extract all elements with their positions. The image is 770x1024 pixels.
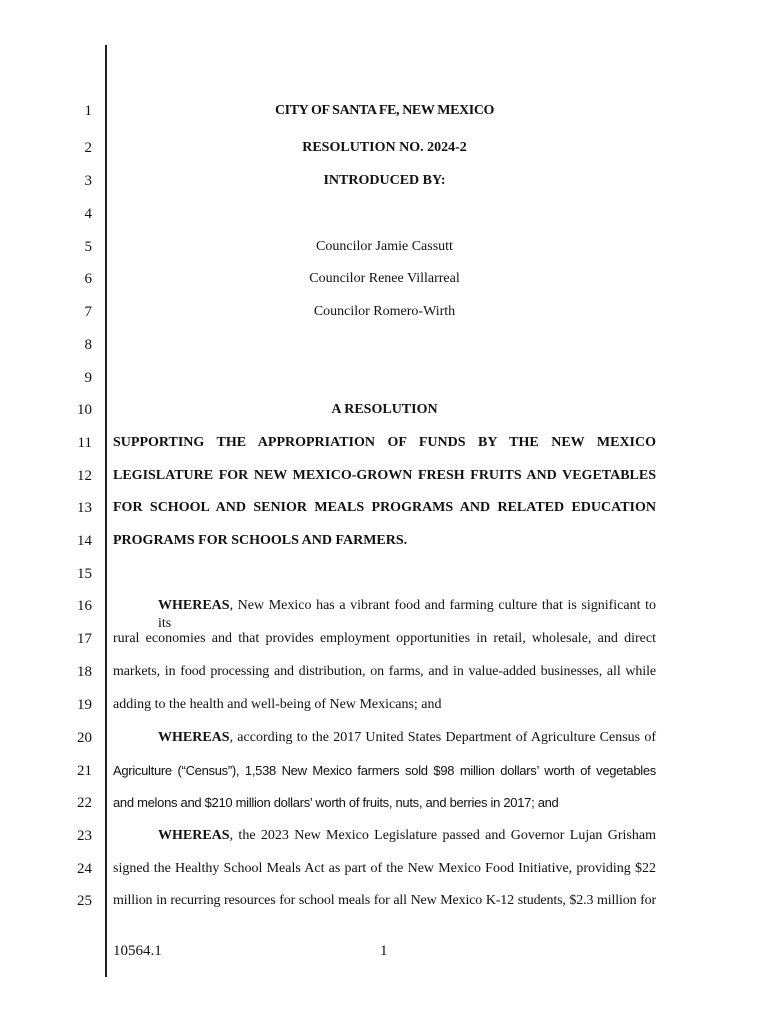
line-number: 9 xyxy=(84,370,92,386)
line-number: 16 xyxy=(77,598,92,614)
line-number: 22 xyxy=(77,795,92,811)
whereas-paragraph-line xyxy=(158,827,656,845)
title-line: FOR SCHOOL AND SENIOR MEALS PROGRAMS AND RELATED EDUCATION xyxy=(113,500,656,515)
line-number-rule xyxy=(105,45,107,977)
paragraph-text: , according to the 2017 United States Department of Agriculture Census of xyxy=(229,730,656,745)
whereas-label: WHEREAS xyxy=(158,730,230,745)
title-line: PROGRAMS FOR SCHOOLS AND FARMERS. xyxy=(113,533,408,548)
paragraph-text: , the 2023 New Mexico Legislature passed and Governor Lujan Grisham xyxy=(229,828,656,843)
whereas-label: WHEREAS xyxy=(158,828,230,843)
line-number: 6 xyxy=(84,271,92,287)
sponsor-name: Councilor Jamie Cassutt xyxy=(316,239,453,254)
introduced-by-label: INTRODUCED BY: xyxy=(323,173,446,188)
city-heading: CITY OF SANTA FE, NEW MEXICO xyxy=(274,103,495,118)
line-number: 20 xyxy=(77,730,92,746)
paragraph-line: signed the Healthy School Meals Act as part of the New Mexico Food Initiative, providing $22 xyxy=(113,861,656,876)
paragraph-line: rural economies and that provides employment opportunities in retail, wholesale, and direct xyxy=(113,631,656,646)
paragraph-line: million in recurring resources for school meals for all New Mexico K-12 students, $2.3 million for xyxy=(113,893,656,908)
whereas-label: WHEREAS xyxy=(158,598,230,613)
line-number: 17 xyxy=(77,631,92,647)
line-number: 10 xyxy=(77,402,92,418)
line-number: 15 xyxy=(77,566,92,582)
paragraph-line: Agriculture (“Census”), 1,538 New Mexico farmers sold $98 million dollars’ worth of vegetables xyxy=(113,763,656,778)
line-number: 7 xyxy=(84,304,92,320)
line-number: 5 xyxy=(84,239,92,255)
sponsor-name: Councilor Romero-Wirth xyxy=(313,304,456,319)
line-number: 4 xyxy=(84,206,92,222)
line-number: 12 xyxy=(77,468,92,484)
line-number: 19 xyxy=(77,697,92,713)
page-number: 1 xyxy=(380,943,388,959)
sponsor-name: Councilor Renee Villarreal xyxy=(309,271,460,286)
line-number: 2 xyxy=(84,140,92,156)
line-number: 14 xyxy=(77,533,92,549)
line-number: 11 xyxy=(77,435,92,451)
line-number: 21 xyxy=(77,763,92,779)
line-number: 24 xyxy=(77,861,92,877)
whereas-paragraph-line xyxy=(158,729,656,747)
paragraph-line: and melons and $210 million dollars’ worth of fruits, nuts, and berries in 2017; and xyxy=(113,795,559,810)
paragraph-line: adding to the health and well-being of New Mexicans; and xyxy=(113,697,442,712)
line-number: 1 xyxy=(84,103,92,119)
title-line: LEGISLATURE FOR NEW MEXICO-GROWN FRESH FRUITS AND VEGETABLES xyxy=(113,468,656,483)
line-number: 13 xyxy=(77,500,92,516)
line-number: 25 xyxy=(77,893,92,909)
line-number: 23 xyxy=(77,828,92,844)
line-number: 8 xyxy=(84,337,92,353)
resolution-heading: A RESOLUTION xyxy=(331,402,438,417)
whereas-paragraph-line xyxy=(158,597,656,633)
paragraph-text: , New Mexico has a vibrant food and farming culture that is significant to its xyxy=(158,598,656,631)
line-number: 18 xyxy=(77,664,92,680)
resolution-number: RESOLUTION NO. 2024-2 xyxy=(302,140,467,155)
line-number: 3 xyxy=(84,173,92,189)
paragraph-line: markets, in food processing and distribution, on farms, and in value-added businesses, all while xyxy=(113,664,656,679)
title-line: SUPPORTING THE APPROPRIATION OF FUNDS BY THE NEW MEXICO xyxy=(113,435,656,450)
document-id: 10564.1 xyxy=(113,943,162,959)
